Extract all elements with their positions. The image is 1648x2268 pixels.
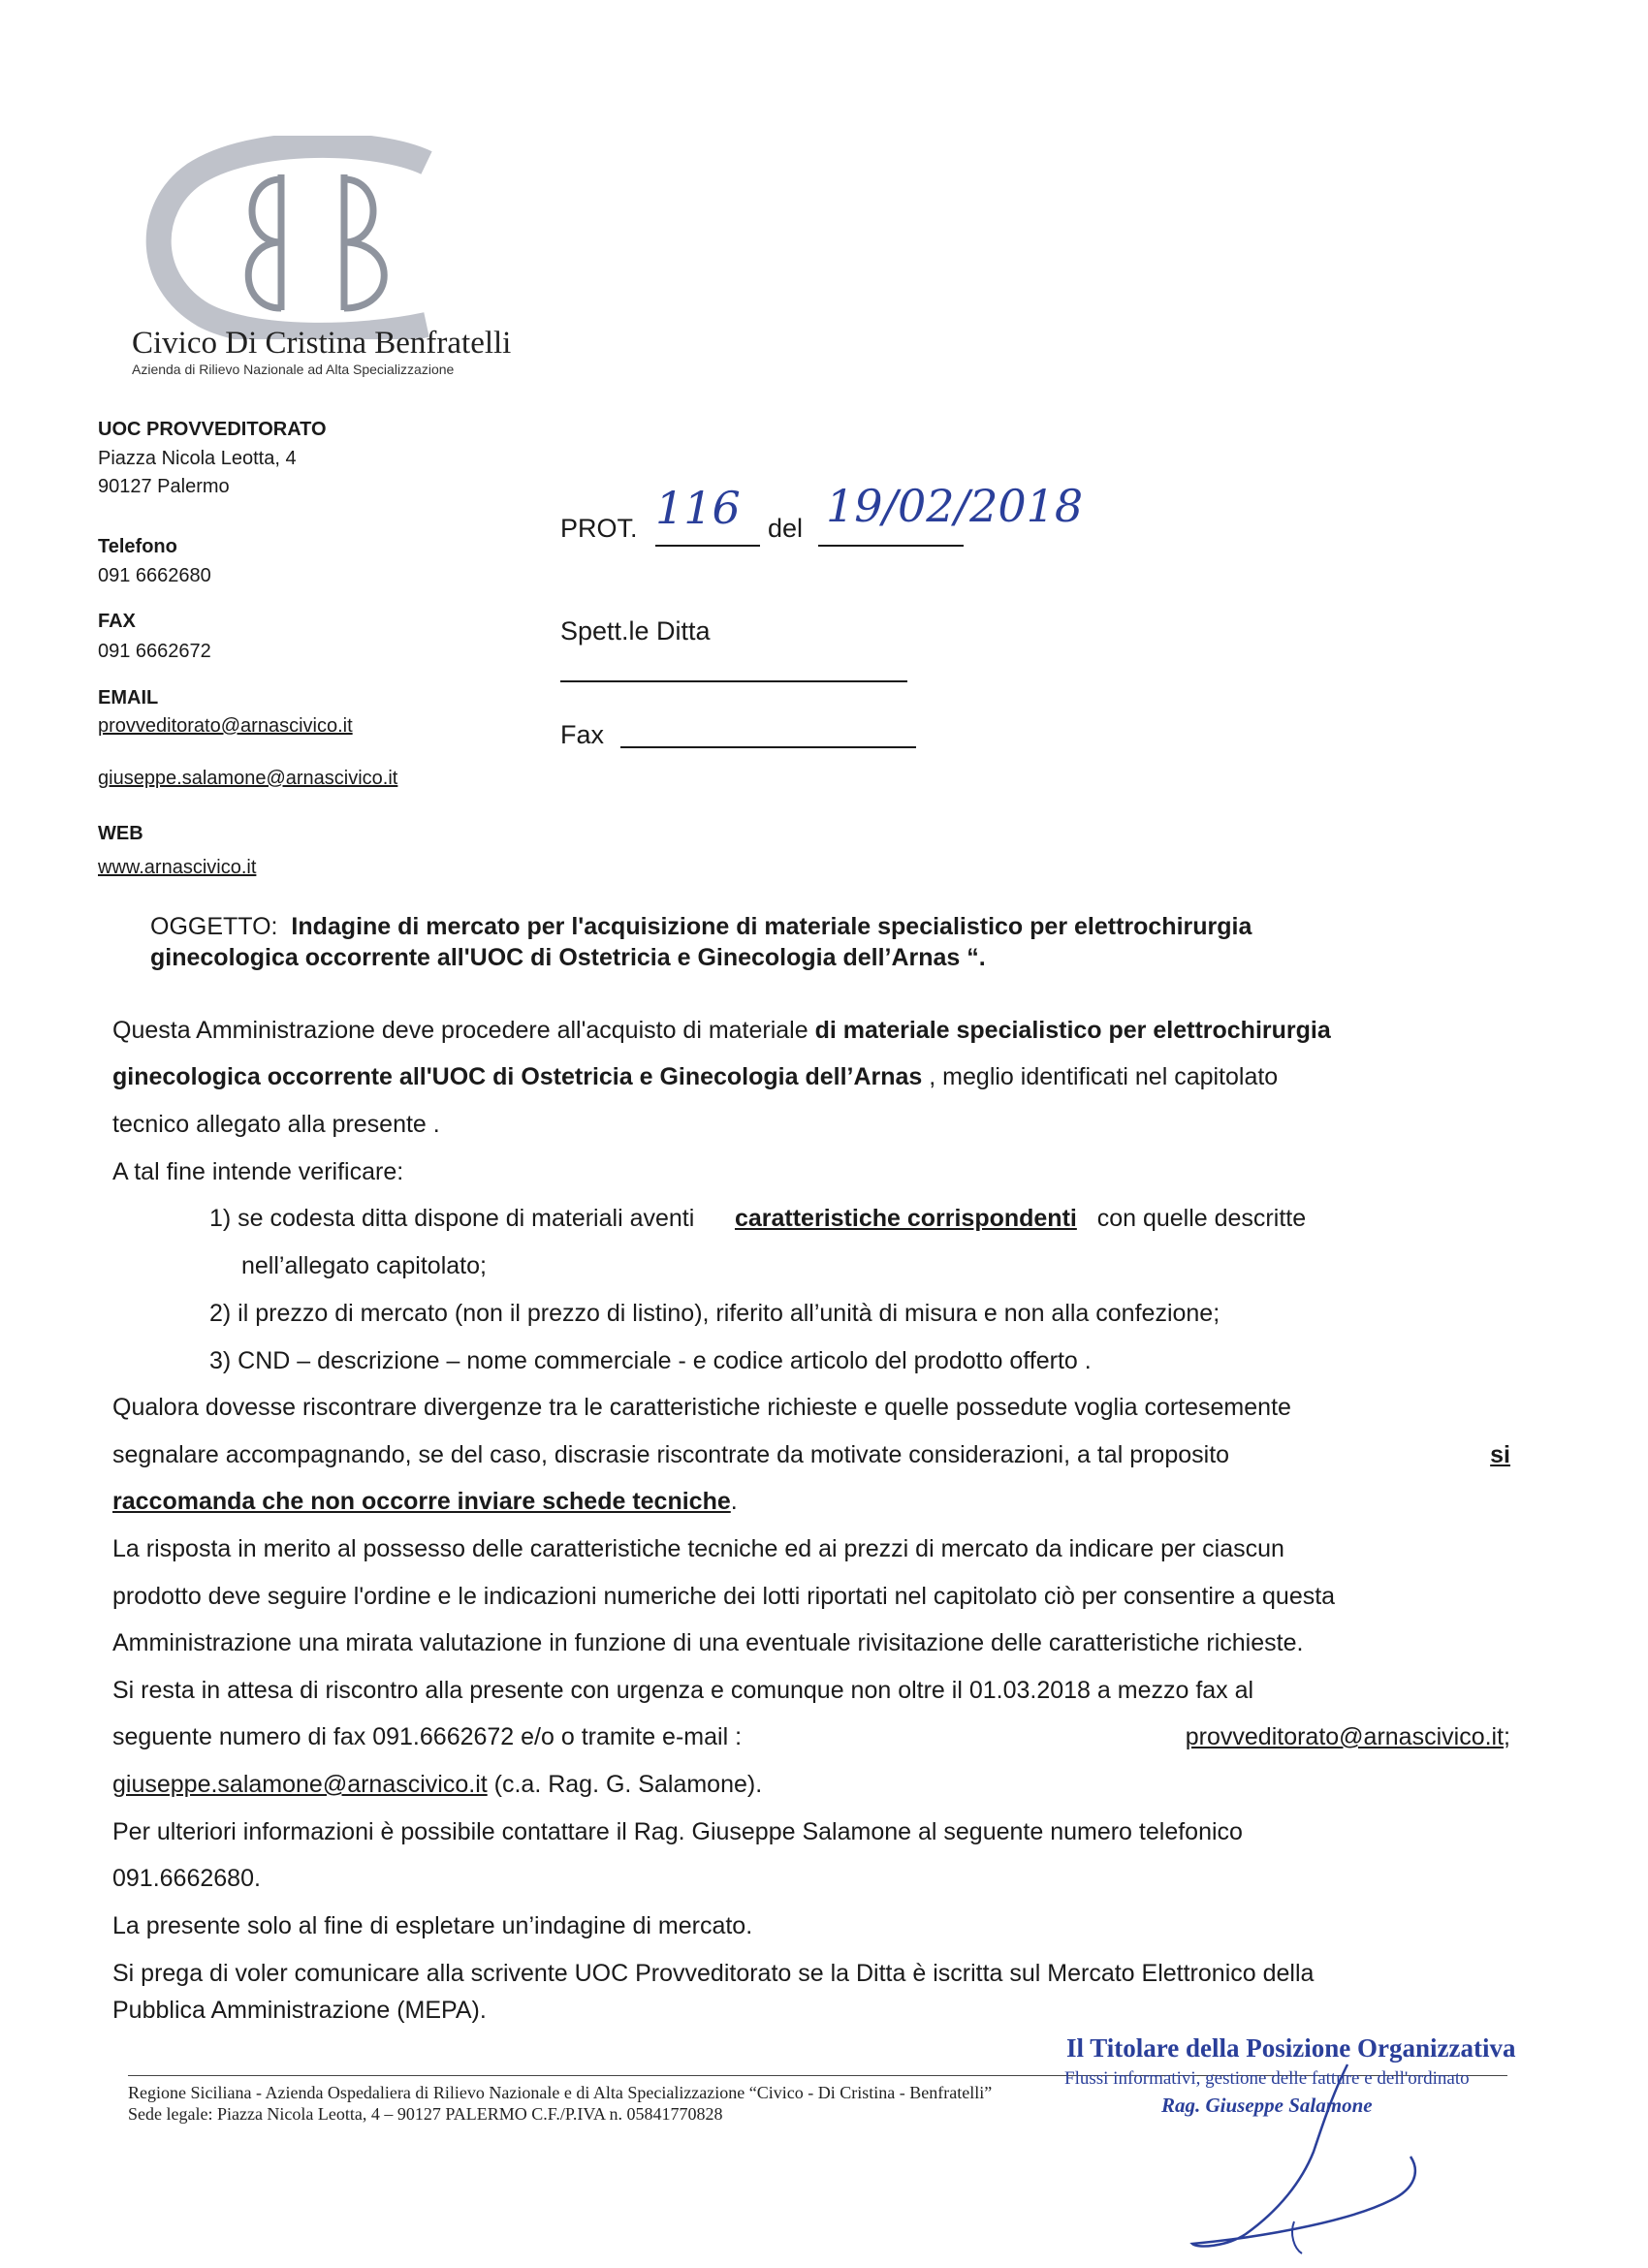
footer-line2: Sede legale: Piazza Nicola Leotta, 4 – 90127 PALERMO C.F./P.IVA n. 05841770828: [128, 2104, 723, 2124]
p1-line3: tecnico allegato alla presente .: [112, 1111, 440, 1138]
fax-label: FAX: [98, 611, 136, 632]
signature-title-stamp: Il Titolare della Posizione Organizzativa: [1066, 2033, 1516, 2063]
address-city: 90127 Palermo: [98, 476, 230, 497]
organization-subtitle: Azienda di Rilievo Nazionale ad Alta Specializzazione: [132, 362, 455, 377]
p8-line1: Si prega di voler comunicare alla scrivente UOC Provveditorato se la Ditta è iscritta sul Mercato Elettronico della: [112, 1960, 1315, 1987]
p3-line1: Qualora dovesse riscontrare divergenze tra le caratteristiche richieste e quelle possedute voglia cortesemente: [112, 1394, 1291, 1421]
recipient-label: Spett.le Ditta: [560, 616, 711, 646]
fax-number: 091 6662672: [98, 641, 211, 662]
p1-line2: ginecologica occorrente all'UOC di Ostetricia e Ginecologia dell’Arnas , meglio identificati nel capitolato: [112, 1063, 1279, 1090]
fax-recipient-label: Fax: [560, 720, 605, 749]
p1-line1: Questa Amministrazione deve procedere all'acquisto di materiale di materiale specialistico per elettrochirurgia: [112, 1017, 1331, 1044]
fax-recipient-line: [620, 746, 916, 748]
phone-label: Telefono: [98, 536, 177, 557]
p7: La presente solo al fine di espletare un’indagine di mercato.: [112, 1912, 753, 1939]
recipient-line: [560, 680, 907, 682]
list-item-1: 1) se codesta ditta dispone di materiali aventi caratteristiche corrispondenti con quelle descritte: [209, 1205, 1307, 1232]
department-name: UOC PROVVEDITORATO: [98, 419, 327, 440]
web-link[interactable]: www.arnascivico.it: [98, 857, 257, 878]
organization-name: Civico Di Cristina Benfratelli: [132, 326, 512, 361]
signature-name-stamp: Rag. Giuseppe Salamone: [1161, 2094, 1373, 2117]
footer-line1: Regione Siciliana - Azienda Ospedaliera di Rilievo Nazionale e di Alta Specializzazione “Civico - Di Cristina - Benfratelli”: [128, 2083, 993, 2102]
protocol-label: PROT.: [560, 514, 638, 543]
signature-role-stamp: Flussi informativi, gestione delle fatture e dell'ordinato: [1064, 2068, 1470, 2089]
protocol-number-handwritten: 116: [655, 482, 741, 534]
p2: A tal fine intende verificare:: [112, 1158, 404, 1185]
email-link-salamone[interactable]: giuseppe.salamone@arnascivico.it: [98, 768, 398, 789]
p6-line1: Per ulteriori informazioni è possibile contattare il Rag. Giuseppe Salamone al seguente numero telefonico: [112, 1818, 1243, 1845]
p4-line3: Amministrazione una mirata valutazione in funzione di una eventuale rivisitazione delle caratteristiche richieste.: [112, 1629, 1304, 1656]
p3-line3: raccomanda che non occorre inviare schede tecniche.: [112, 1488, 738, 1515]
p8-line2: Pubblica Amministrazione (MEPA).: [112, 1997, 487, 2024]
list-item-1-cont: nell’allegato capitolato;: [241, 1252, 487, 1279]
date-line: [818, 545, 964, 547]
p4-line2: prodotto deve seguire l'ordine e le indicazioni numeriche dei lotti riportati nel capitolato ciò per consentire a questa: [112, 1583, 1336, 1610]
p3-line2: segnalare accompagnando, se del caso, discrasie riscontrate da motivate considerazioni, a tal proposito si: [112, 1441, 1510, 1468]
handwritten-signature: [1188, 2055, 1507, 2263]
p5-line3: giuseppe.salamone@arnascivico.it (c.a. Rag. G. Salamone).: [112, 1771, 763, 1798]
date-handwritten: 19/02/2018: [826, 480, 1084, 532]
p6-line2: 091.6662680.: [112, 1865, 261, 1892]
web-label: WEB: [98, 823, 143, 844]
email-link-body-provveditorato[interactable]: provveditorato@arnascivico.it: [1185, 1723, 1505, 1750]
subject-line1: Indagine di mercato per l'acquisizione di materiale specialistico per elettrochirurgia: [291, 913, 1252, 940]
subject-line2: ginecologica occorrente all'UOC di Ostetricia e Ginecologia dell’Arnas “.: [150, 944, 986, 971]
p4-line1: La risposta in merito al possesso delle caratteristiche tecniche ed ai prezzi di mercato da indicare per ciascun: [112, 1535, 1284, 1562]
phone-number: 091 6662680: [98, 565, 211, 586]
address-street: Piazza Nicola Leotta, 4: [98, 448, 297, 469]
email-label: EMAIL: [98, 687, 159, 709]
subject: [150, 911, 1509, 973]
email-link-provveditorato[interactable]: provveditorato@arnascivico.it: [98, 715, 353, 737]
p5-line2: seguente numero di fax 091.6662672 e/o o tramite e-mail : provveditorato@arnascivico.it;: [112, 1723, 1510, 1750]
hospital-logo: [136, 136, 465, 339]
list-item-3: 3) CND – descrizione – nome commerciale - e codice articolo del prodotto offerto .: [209, 1347, 1092, 1374]
subject-label: OGGETTO:: [150, 913, 278, 940]
p5-line1: Si resta in attesa di riscontro alla presente con urgenza e comunque non oltre il 01.03.2018 a mezzo fax al: [112, 1677, 1254, 1704]
email-link-body-salamone[interactable]: giuseppe.salamone@arnascivico.it: [112, 1771, 488, 1798]
list-item-2: 2) il prezzo di mercato (non il prezzo di listino), riferito all’unità di misura e non alla confezione;: [209, 1300, 1220, 1327]
date-label: del: [768, 514, 804, 543]
protocol-number-line: [655, 545, 760, 547]
